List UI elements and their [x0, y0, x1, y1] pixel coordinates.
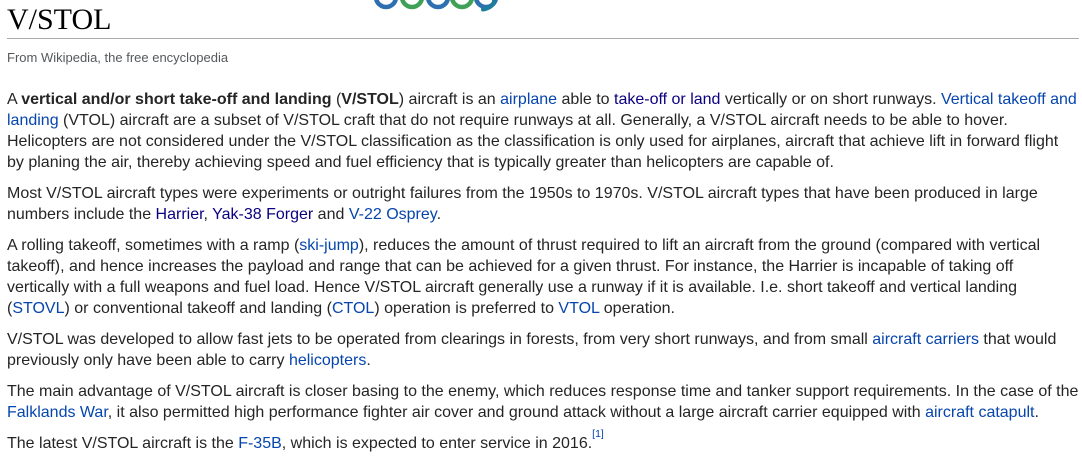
wiki-link-vertical-takeoff-and-landing[interactable]: Vertical takeoff and landing: [7, 91, 1077, 129]
wiki-link-aircraft-catapult[interactable]: aircraft catapult: [925, 404, 1035, 421]
text-run: .: [1034, 404, 1039, 421]
text-run: A rolling takeoff, sometimes with a ramp (: [7, 237, 300, 254]
wiki-link-ski-jump[interactable]: ski-jump: [299, 237, 359, 254]
wiki-link-v-22-osprey[interactable]: V-22 Osprey: [348, 206, 437, 223]
wiki-link-yak-38-forger[interactable]: Yak-38 Forger: [212, 206, 314, 223]
wiki-link-f-35b[interactable]: F-35B: [238, 435, 282, 452]
wiki-link-aircraft-carriers[interactable]: aircraft carriers: [872, 331, 979, 348]
wiki-link-airplane[interactable]: airplane: [500, 91, 558, 108]
text-run: V/STOL: [341, 91, 399, 108]
text-run: Most V/STOL aircraft types were experiments or outright failures from the 1950s to 1970s. V/STOL aircraft types that have been produced in large numbers include the: [7, 185, 1038, 223]
text-run: that would previously only have been able to carry: [7, 331, 1057, 369]
site-subtitle: From Wikipedia, the free encyclopedia: [7, 50, 229, 65]
article-body: [7, 89, 1079, 454]
reference-superscript: [592, 428, 604, 440]
text-run: , which is expected to enter service in 2016.: [281, 435, 593, 452]
text-run: ) aircraft is an: [398, 91, 501, 108]
text-run: .: [436, 206, 442, 223]
text-run: .: [366, 352, 371, 369]
text-run: operation.: [599, 300, 675, 317]
text-run: vertical and/or short take-off and landing: [21, 91, 332, 108]
text-run: ) operation is preferred to: [374, 300, 559, 317]
text-run: and: [313, 206, 349, 223]
wiki-link-stovl[interactable]: STOVL: [12, 300, 65, 317]
wiki-link-ctol[interactable]: CTOL: [331, 300, 375, 317]
text-run: vertically or on short runways.: [720, 91, 941, 108]
text-run: , it also permitted high performance fighter air cover and ground attack without a large aircraft carrier equipped with: [107, 404, 926, 421]
paragraph: [7, 381, 1079, 423]
text-run: ) or conventional takeoff and landing (: [64, 300, 332, 317]
page-title: V/STOL: [7, 0, 1079, 39]
text-run: V/STOL was developed to allow fast jets to be operated from clearings in forests, from very short runways, and from small: [7, 331, 873, 348]
text-run: ,: [203, 206, 213, 223]
text-run: ), reduces the amount of thrust required to lift an aircraft from the ground (compared with vertical takeoff), and hence increases the payload and range that can be achieved for a given thrust. For instance, the Harrier is incapable of taking off vertically with a full weapons and fuel load. Hence V/STOL aircraft generally use a runway if it is available. I.e. short takeoff and vertical landing (: [7, 237, 1041, 317]
text-run: (: [331, 91, 342, 108]
paragraph: [7, 235, 1079, 319]
text-run: The main advantage of V/STOL aircraft is closer basing to the enemy, which reduces response time and tanker support requirements. In the case of the: [7, 383, 1079, 400]
paragraph: [7, 329, 1079, 371]
text-run: able to: [557, 91, 615, 108]
reference-link-1[interactable]: [1]: [592, 427, 604, 440]
wiki-link-take-off-or-land[interactable]: take-off or land: [614, 91, 721, 108]
text-run: The latest V/STOL aircraft is the: [7, 435, 239, 452]
paragraph: [7, 89, 1079, 173]
wiki-link-vtol[interactable]: VTOL: [558, 300, 600, 317]
text-run: (VTOL) aircraft are a subset of V/STOL craft that do not require runways at all. Generally, a V/STOL aircraft needs to be able to hover. Helicopters are not considered under the V/STOL classification as the classification is only used for airplanes, aircraft that achieve lift in forward flight by planing the air, thereby achieving speed and fuel efficiency that is typically greater than helicopters are capable of.: [7, 112, 1059, 171]
wiki-link-falklands-war[interactable]: Falklands War: [7, 404, 108, 421]
wiki-link-helicopters[interactable]: helicopters: [288, 352, 367, 369]
paragraph: [7, 427, 1079, 454]
text-run: A: [7, 91, 22, 108]
wiki-link-harrier[interactable]: Harrier: [155, 206, 204, 223]
paragraph: [7, 183, 1079, 225]
